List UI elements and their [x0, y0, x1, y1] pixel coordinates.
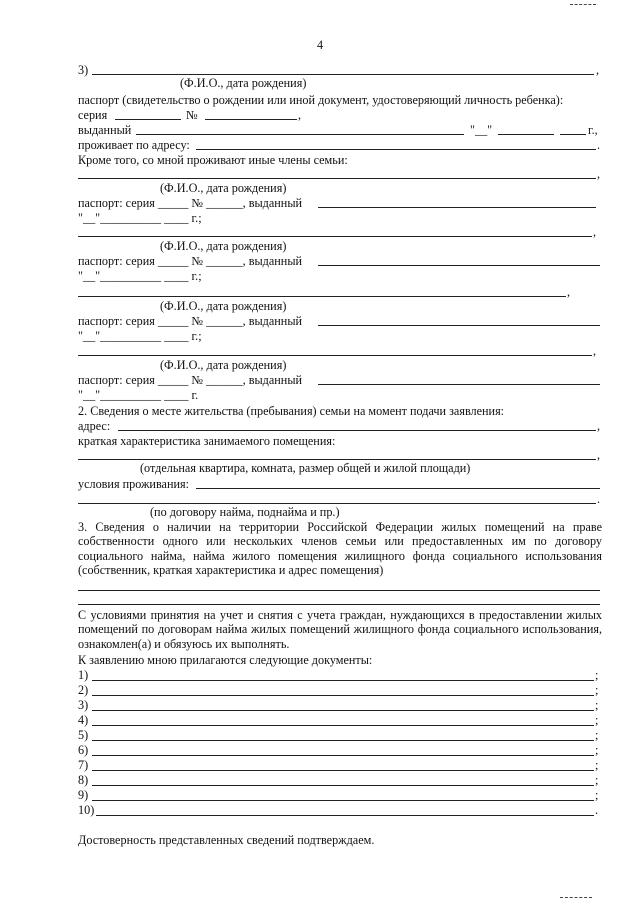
comma: ,: [597, 448, 601, 462]
member-caption: (Ф.И.О., дата рождения): [160, 358, 287, 372]
member-fio-line[interactable]: [78, 236, 592, 237]
semicolon: ;: [595, 773, 599, 787]
attachment-number: 1): [78, 668, 89, 682]
attachment-number: 9): [78, 788, 89, 802]
semicolon: ;: [595, 713, 599, 727]
attachment-number: 7): [78, 758, 89, 772]
attachment-number: 8): [78, 773, 89, 787]
confirmation-text: Достоверность представленных сведений подтверждаем.: [78, 833, 375, 847]
semicolon: ;: [595, 743, 599, 757]
attachment-field[interactable]: [92, 680, 594, 681]
attachment-field[interactable]: [92, 800, 594, 801]
semicolon: ;: [595, 788, 599, 802]
attachment-field[interactable]: [92, 710, 594, 711]
period: .: [597, 492, 601, 506]
attachment-number: 4): [78, 713, 89, 727]
address-field[interactable]: [118, 430, 596, 431]
member-caption: (Ф.И.О., дата рождения): [160, 239, 287, 253]
passport-intro: паспорт (свидетельство о рождении или иной документ, удостоверяющий личность ребенка):: [78, 93, 564, 107]
attachment-number: 3): [78, 698, 89, 712]
conditions-label: условия проживания:: [78, 477, 189, 491]
brief-label: краткая характеристика занимаемого помещения:: [78, 434, 336, 448]
semicolon: ;: [595, 728, 599, 742]
period: .: [595, 803, 599, 817]
member-fio-line[interactable]: [78, 355, 592, 356]
comma: ,: [298, 108, 302, 122]
period: .: [597, 138, 601, 152]
issued-month-field[interactable]: [498, 134, 554, 135]
number-label: №: [186, 108, 198, 122]
semicolon: ;: [595, 758, 599, 772]
section2-heading: 2. Сведения о месте жительства (пребывания) семьи на момент подачи заявления:: [78, 404, 505, 418]
scan-mark: [570, 4, 596, 5]
semicolon: ;: [595, 683, 599, 697]
residing-label: проживает по адресу:: [78, 138, 190, 152]
section3-field-2[interactable]: [78, 604, 600, 605]
issued-field[interactable]: [136, 134, 464, 135]
comma: ,: [597, 419, 601, 433]
member-issued-field[interactable]: [318, 384, 600, 385]
member-passport-row: паспорт: серия _____ № ______, выданный: [78, 254, 303, 268]
member-passport-row: паспорт: серия _____ № ______, выданный: [78, 373, 303, 387]
fio-line[interactable]: [92, 74, 594, 75]
comma: ,: [567, 285, 571, 299]
member-date-row: "__"__________ ____ г.;: [78, 269, 202, 283]
member-date-row: "__"__________ ____ г.: [78, 388, 199, 402]
attachment-number: 10): [78, 803, 95, 817]
attachment-field[interactable]: [92, 725, 594, 726]
semicolon: ;: [595, 698, 599, 712]
attachment-field[interactable]: [92, 770, 594, 771]
conditions-caption: (по договору найма, поднайма и пр.): [150, 505, 340, 519]
residing-field[interactable]: [196, 149, 596, 150]
attachment-number: 6): [78, 743, 89, 757]
member-fio-line[interactable]: [78, 178, 596, 179]
other-members-intro: Кроме того, со мной проживают иные члены семьи:: [78, 153, 348, 167]
number-field[interactable]: [205, 119, 297, 120]
address-label: адрес:: [78, 419, 111, 433]
attachment-field[interactable]: [92, 740, 594, 741]
attachment-field[interactable]: [92, 785, 594, 786]
issued-label: выданный: [78, 123, 132, 137]
page-number: 4: [316, 38, 324, 52]
attachment-field[interactable]: [96, 815, 594, 816]
fio-caption: (Ф.И.О., дата рождения): [180, 76, 307, 90]
attachment-field[interactable]: [92, 695, 594, 696]
attachments-intro: К заявлению мною прилагаются следующие документы:: [78, 653, 373, 667]
item-3-prefix: 3): [78, 63, 89, 77]
attachment-number: 5): [78, 728, 89, 742]
member-date-row: "__"__________ ____ г.;: [78, 329, 202, 343]
conditions-field[interactable]: [196, 488, 600, 489]
conditions-field-2[interactable]: [78, 503, 596, 504]
conditions-notice: С условиями принятия на учет и снятия с учета граждан, нуждающихся в предоставлении жилых помещений по договорам найма жилых помещений жилищного фонда социального использования, ознакомлен(а) и обязуюсь их выполнять.: [78, 608, 602, 651]
scan-mark: [560, 897, 592, 898]
member-issued-field[interactable]: [318, 265, 600, 266]
section3-field[interactable]: [78, 590, 600, 591]
comma: ,: [593, 344, 597, 358]
member-passport-row: паспорт: серия _____ № ______, выданный: [78, 196, 303, 210]
section3-text: 3. Сведения о наличии на территории Российской Федерации жилых помещений на праве собственности одного или нескольких членов семьи или предоставленных им по договору социального найма, найма жилого помещения жилищного фонда социального использования (собственник, краткая характеристика и адрес помещения): [78, 520, 602, 578]
brief-field[interactable]: [78, 459, 596, 460]
attachment-field[interactable]: [92, 755, 594, 756]
member-issued-field[interactable]: [318, 325, 600, 326]
seria-field[interactable]: [115, 119, 181, 120]
member-fio-line[interactable]: [78, 296, 566, 297]
brief-caption: (отдельная квартира, комната, размер общей и жилой площади): [140, 461, 471, 475]
comma: ,: [593, 225, 597, 239]
member-date-row: "__"__________ ____ г.;: [78, 211, 202, 225]
semicolon: ;: [595, 668, 599, 682]
attachment-number: 2): [78, 683, 89, 697]
comma: ,: [597, 167, 601, 181]
member-caption: (Ф.И.О., дата рождения): [160, 299, 287, 313]
member-caption: (Ф.И.О., дата рождения): [160, 181, 287, 195]
member-passport-row: паспорт: серия _____ № ______, выданный: [78, 314, 303, 328]
seria-label: серия: [78, 108, 108, 122]
issued-year-field[interactable]: [560, 134, 586, 135]
comma: ,: [596, 63, 600, 77]
year-suffix: г.,: [588, 123, 598, 137]
member-issued-field[interactable]: [318, 207, 596, 208]
issued-day: "__": [470, 123, 493, 137]
